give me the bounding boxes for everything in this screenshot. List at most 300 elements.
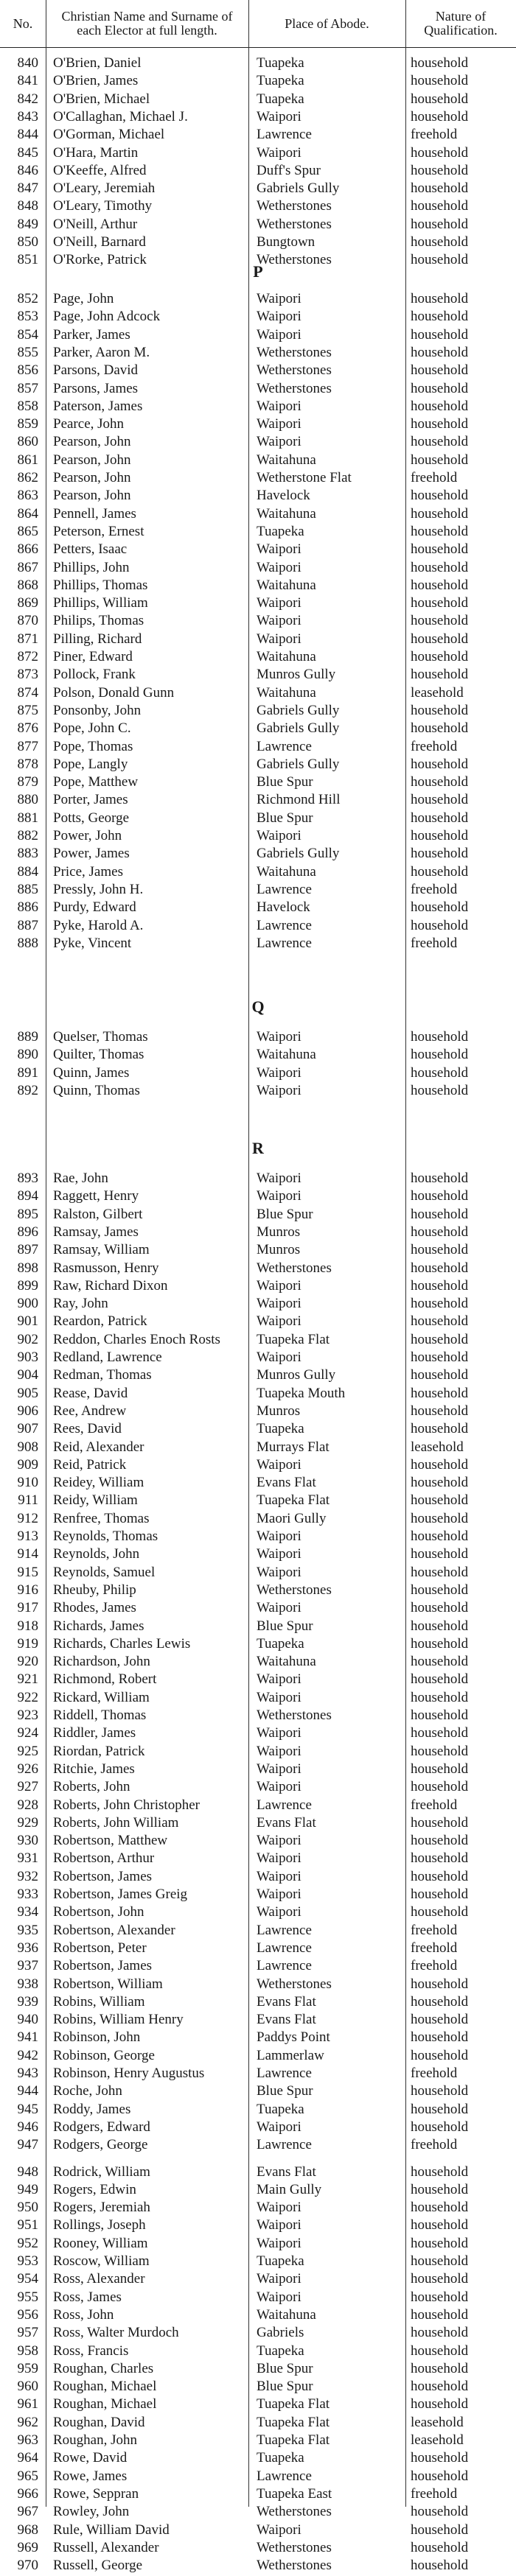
qualification: household: [411, 1296, 469, 1312]
elector-name: Pressly, John H.: [53, 881, 144, 897]
qualification: household: [411, 2539, 469, 2555]
qualification: household: [411, 774, 469, 790]
qualification: household: [411, 1421, 469, 1437]
place-of-abode: Wetherstones: [257, 380, 332, 396]
place-of-abode: Waipori: [257, 416, 301, 432]
qualification: household: [411, 1403, 469, 1419]
qualification: household: [411, 362, 469, 379]
place-of-abode: Duff's Spur: [257, 162, 321, 178]
qualification: household: [411, 380, 469, 396]
qualification: household: [411, 1546, 469, 1562]
elector-number: 959: [17, 2360, 38, 2376]
place-of-abode: Tuapeka Flat: [257, 1492, 330, 1509]
qualification: household: [411, 1635, 469, 1652]
elector-number: 845: [17, 144, 38, 161]
elector-number: 939: [17, 1993, 38, 2010]
elector-number: 901: [17, 1313, 38, 1330]
elector-name: Robertson, Peter: [53, 1940, 147, 1956]
place-of-abode: Munros: [257, 1224, 301, 1240]
place-of-abode: Waitahuna: [257, 452, 316, 468]
qualification: freehold: [411, 2066, 458, 2081]
elector-name: Robertson, Matthew: [53, 1833, 168, 1849]
place-of-abode: Lawrence: [257, 917, 312, 933]
place-of-abode: Tuapeka Flat: [257, 2432, 330, 2448]
place-of-abode: Waitahuna: [257, 684, 316, 701]
elector-name: Parker, Aaron M.: [53, 344, 150, 360]
place-of-abode: Waipori: [257, 1350, 301, 1365]
elector-number: 873: [17, 667, 38, 683]
elector-number: 877: [17, 738, 38, 754]
qualification: household: [411, 2083, 469, 2099]
qualification: household: [411, 2253, 469, 2269]
elector-number: 871: [17, 631, 38, 647]
qualification: household: [411, 828, 469, 843]
place-of-abode: Tuapeka Flat: [257, 2414, 330, 2430]
place-of-abode: Blue Spur: [257, 2360, 313, 2376]
qualification: household: [411, 2521, 469, 2538]
elector-number: 876: [17, 720, 38, 737]
elector-name: Ree, Andrew: [53, 1403, 127, 1419]
elector-number: 937: [17, 1958, 38, 1974]
elector-number: 908: [17, 1439, 38, 1455]
qualification: household: [411, 1582, 469, 1598]
elector-number: 961: [17, 2396, 38, 2412]
elector-name: Rodrick, William: [53, 2163, 150, 2180]
qualification: household: [411, 2163, 469, 2180]
qualification: freehold: [411, 1940, 458, 1956]
place-of-abode: Wetherstones: [257, 216, 332, 232]
elector-number: 951: [17, 2217, 38, 2233]
elector-name: Robertson, James: [53, 1868, 153, 1884]
place-of-abode: Wetherstones: [257, 2539, 332, 2555]
place-of-abode: Lawrence: [257, 738, 312, 754]
place-of-abode: Waipori: [257, 1904, 301, 1920]
elector-name: Phillips, John: [53, 559, 130, 575]
elector-name: Roberts, John Christopher: [53, 1797, 200, 1813]
qualification: household: [411, 541, 469, 558]
place-of-abode: Waitahuna: [257, 505, 316, 522]
qualification: freehold: [411, 2137, 458, 2153]
elector-name: Reidy, William: [53, 1492, 138, 1509]
elector-number: 913: [17, 1529, 38, 1544]
place-of-abode: Waipori: [257, 1277, 301, 1294]
qualification: household: [411, 1976, 469, 1992]
elector-number: 960: [17, 2379, 38, 2395]
elector-name: Reid, Patrick: [53, 1456, 127, 1473]
elector-name: Pope, John C.: [53, 720, 131, 737]
elector-name: Quinn, James: [53, 1064, 130, 1081]
elector-name: Parsons, David: [53, 362, 139, 379]
elector-name: O'Callaghan, Michael J.: [53, 108, 188, 124]
place-of-abode: Waipori: [257, 1029, 301, 1045]
qualification: household: [411, 1064, 469, 1081]
elector-name: O'Gorman, Michael: [53, 127, 165, 143]
elector-number: 863: [17, 488, 38, 504]
elector-name: Rule, William David: [53, 2521, 170, 2538]
place-of-abode: Gabriels Gully: [257, 702, 340, 718]
elector-number: 924: [17, 1725, 38, 1741]
elector-number: 884: [17, 863, 38, 880]
qualification: household: [411, 702, 469, 718]
place-of-abode: Lawrence: [257, 2468, 312, 2484]
elector-name: Phillips, Thomas: [53, 577, 148, 593]
elector-number: 853: [17, 309, 38, 325]
elector-number: 926: [17, 1761, 38, 1777]
elector-number: 850: [17, 234, 38, 250]
elector-number: 946: [17, 2119, 38, 2135]
elector-name: Pearson, John: [53, 488, 131, 504]
qualification: household: [411, 1029, 469, 1045]
elector-name: Reddon, Charles Enoch Rosts: [53, 1331, 220, 1347]
elector-number: 900: [17, 1296, 38, 1312]
elector-number: 885: [17, 881, 38, 897]
place-of-abode: Tuapeka Flat: [257, 2396, 330, 2412]
elector-name: Robertson, James: [53, 1958, 153, 1974]
qualification: household: [411, 55, 469, 71]
elector-number: 923: [17, 1708, 38, 1723]
place-of-abode: Blue Spur: [257, 2379, 313, 2395]
elector-name: Roughan, Michael: [53, 2396, 157, 2412]
elector-row: [0, 2555, 516, 2576]
place-of-abode: Lawrence: [257, 1922, 312, 1938]
elector-name: Robertson, William: [53, 1976, 163, 1992]
qualification: household: [411, 2217, 469, 2233]
qualification: household: [411, 1047, 469, 1063]
elector-number: 847: [17, 180, 38, 197]
place-of-abode: Gabriels: [257, 2325, 304, 2341]
qualification: household: [411, 1743, 469, 1759]
qualification: household: [411, 899, 469, 916]
elector-name: Roughan, John: [53, 2432, 137, 2448]
elector-number: 948: [17, 2163, 38, 2180]
elector-number: 869: [17, 595, 38, 611]
place-of-abode: Evans Flat: [257, 2012, 316, 2028]
qualification: household: [411, 1887, 469, 1902]
place-of-abode: Tuapeka Mouth: [257, 1385, 346, 1401]
elector-number: 890: [17, 1047, 38, 1063]
qualification: household: [411, 631, 469, 647]
elector-number: 844: [17, 127, 38, 143]
qualification: household: [411, 2306, 469, 2323]
elector-number: 935: [17, 1922, 38, 1938]
elector-number: 914: [17, 1546, 38, 1562]
place-of-abode: Waipori: [257, 1546, 301, 1562]
header-name: [46, 0, 248, 48]
elector-number: 934: [17, 1904, 38, 1920]
elector-number: 911: [18, 1492, 38, 1509]
qualification: household: [411, 1993, 469, 2010]
qualification: household: [411, 2181, 469, 2197]
place-of-abode: Munros: [257, 1242, 301, 1258]
elector-name: Robins, William Henry: [53, 2012, 184, 2028]
place-of-abode: Waipori: [257, 1564, 301, 1580]
place-of-abode: Lawrence: [257, 1940, 312, 1956]
qualification: household: [411, 1833, 469, 1849]
elector-number: 887: [17, 917, 38, 933]
place-of-abode: Lawrence: [257, 881, 312, 897]
place-of-abode: Murrays Flat: [257, 1439, 330, 1455]
elector-name: Pearson, John: [53, 434, 131, 450]
qualification: household: [411, 2342, 469, 2359]
elector-number: 886: [17, 899, 38, 916]
elector-number: 879: [17, 774, 38, 790]
qualification: household: [411, 452, 469, 468]
elector-name: Purdy, Edward: [53, 899, 136, 916]
elector-name: Reynolds, Samuel: [53, 1564, 156, 1580]
elector-number: 907: [17, 1421, 38, 1437]
elector-name: Peterson, Ernest: [53, 523, 144, 539]
place-of-abode: Lawrence: [257, 935, 312, 951]
elector-number: 936: [17, 1940, 38, 1956]
place-of-abode: Tuapeka: [257, 55, 304, 71]
elector-number: 933: [17, 1887, 38, 1902]
elector-name: Ritchie, James: [53, 1761, 135, 1777]
qualification: household: [411, 1331, 469, 1347]
place-of-abode: Waitahuna: [257, 863, 316, 880]
elector-number: 967: [17, 2504, 38, 2520]
place-of-abode: Evans Flat: [257, 1993, 316, 2010]
elector-row: [0, 1081, 516, 1101]
place-of-abode: Tuapeka: [257, 1421, 304, 1437]
qualification: household: [411, 1868, 469, 1884]
qualification: household: [411, 1206, 469, 1222]
elector-name: Rogers, Jeremiah: [53, 2200, 150, 2216]
place-of-abode: Waitahuna: [257, 649, 316, 664]
elector-number: 945: [17, 2101, 38, 2117]
elector-name: Pearce, John: [53, 416, 125, 432]
place-of-abode: Waipori: [257, 1743, 301, 1759]
elector-name: Parsons, James: [53, 380, 139, 396]
elector-number: 868: [17, 577, 38, 593]
place-of-abode: Tuapeka: [257, 2450, 304, 2466]
place-of-abode: Munros Gully: [257, 1367, 336, 1383]
place-of-abode: Evans Flat: [257, 1475, 316, 1491]
elector-number: 930: [17, 1833, 38, 1849]
place-of-abode: Waipori: [257, 2217, 301, 2233]
qualification: freehold: [411, 738, 458, 754]
place-of-abode: Waipori: [257, 631, 301, 647]
place-of-abode: Waipori: [257, 326, 301, 343]
place-of-abode: Wetherstones: [257, 344, 332, 360]
place-of-abode: Waipori: [257, 1671, 301, 1688]
place-of-abode: Blue Spur: [257, 1206, 313, 1222]
elector-name: Rae, John: [53, 1171, 108, 1186]
qualification: household: [411, 1242, 469, 1258]
qualification: household: [411, 434, 469, 450]
elector-name: O'Rorke, Patrick: [53, 252, 147, 268]
elector-number: 858: [17, 398, 38, 414]
qualification: leasehold: [411, 2432, 464, 2448]
elector-name: Power, John: [53, 828, 122, 843]
elector-name: Price, James: [53, 863, 123, 880]
place-of-abode: Evans Flat: [257, 2163, 316, 2180]
place-of-abode: Waipori: [257, 144, 301, 161]
elector-number: 928: [17, 1797, 38, 1813]
elector-number: 925: [17, 1743, 38, 1759]
elector-name: Parker, James: [53, 326, 130, 343]
qualification: household: [411, 649, 469, 664]
qualification: household: [411, 1689, 469, 1705]
place-of-abode: Blue Spur: [257, 810, 313, 826]
elector-name: Roughan, David: [53, 2414, 145, 2430]
elector-name: Reardon, Patrick: [53, 1313, 147, 1330]
header-no-label: No.: [13, 15, 33, 31]
elector-number: 872: [17, 649, 38, 664]
elector-number: 968: [17, 2521, 38, 2538]
elector-number: 855: [17, 344, 38, 360]
place-of-abode: Waitahuna: [257, 577, 316, 593]
elector-number: 866: [17, 541, 38, 558]
qualification: household: [411, 416, 469, 432]
elector-name: Richmond, Robert: [53, 1671, 157, 1688]
elector-number: 841: [17, 73, 38, 89]
elector-number: 906: [17, 1403, 38, 1419]
elector-name: Pope, Matthew: [53, 774, 139, 790]
header-qual: [405, 0, 516, 48]
qualification: household: [411, 1492, 469, 1509]
elector-name: Richardson, John: [53, 1654, 150, 1670]
elector-name: Rees, David: [53, 1421, 122, 1437]
header-abode: [248, 0, 405, 48]
place-of-abode: Waipori: [257, 2119, 301, 2135]
elector-name: Pope, Langly: [53, 756, 128, 772]
elector-name: Reynolds, John: [53, 1546, 140, 1562]
qualification: household: [411, 505, 469, 522]
elector-name: Roberts, John: [53, 1779, 130, 1795]
qualification: household: [411, 577, 469, 593]
place-of-abode: Havelock: [257, 488, 310, 504]
place-of-abode: Gabriels Gully: [257, 846, 340, 862]
elector-number: 920: [17, 1654, 38, 1670]
elector-row: [0, 2135, 516, 2155]
qualification: household: [411, 792, 469, 808]
elector-name: Riordan, Patrick: [53, 1743, 145, 1759]
elector-name: Pyke, Harold A.: [53, 917, 144, 933]
qualification: household: [411, 2468, 469, 2484]
elector-name: Paterson, James: [53, 398, 143, 414]
qualification: household: [411, 1510, 469, 1526]
qualification: freehold: [411, 1797, 458, 1813]
elector-name: Roughan, Charles: [53, 2360, 154, 2376]
qualification: household: [411, 1761, 469, 1777]
elector-name: Porter, James: [53, 792, 128, 808]
elector-number: 849: [17, 216, 38, 232]
elector-name: Ramsay, James: [53, 1224, 139, 1240]
elector-name: Roscow, William: [53, 2253, 150, 2269]
elector-name: Rooney, William: [53, 2235, 148, 2251]
elector-name: Pyke, Vincent: [53, 935, 132, 951]
place-of-abode: Havelock: [257, 899, 310, 916]
qualification: household: [411, 488, 469, 504]
place-of-abode: Tuapeka: [257, 2342, 304, 2359]
place-of-abode: Waipori: [257, 398, 301, 414]
place-of-abode: Wetherstones: [257, 1260, 332, 1276]
elector-number: 910: [17, 1475, 38, 1491]
elector-name: Raggett, Henry: [53, 1188, 139, 1204]
elector-name: Ramsay, William: [53, 1242, 150, 1258]
qualification: household: [411, 326, 469, 343]
place-of-abode: Wetherstones: [257, 198, 332, 214]
qualification: household: [411, 1814, 469, 1831]
qualification: household: [411, 1671, 469, 1688]
elector-number: 970: [17, 2558, 38, 2574]
qualification: household: [411, 2271, 469, 2287]
elector-name: Ross, Francis: [53, 2342, 129, 2359]
qualification: household: [411, 2200, 469, 2216]
qualification: household: [411, 2235, 469, 2251]
qualification: household: [411, 810, 469, 826]
place-of-abode: Wetherstone Flat: [257, 470, 352, 485]
qualification: household: [411, 2379, 469, 2395]
place-of-abode: Gabriels Gully: [257, 756, 340, 772]
elector-number: 875: [17, 702, 38, 718]
elector-name: Page, John: [53, 291, 114, 306]
elector-number: 919: [17, 1635, 38, 1652]
qualification: household: [411, 2325, 469, 2341]
elector-number: 962: [17, 2414, 38, 2430]
place-of-abode: Waipori: [257, 309, 301, 325]
qualification: household: [411, 2119, 469, 2135]
qualification: household: [411, 2047, 469, 2063]
elector-number: 891: [17, 1064, 38, 1081]
elector-number: 902: [17, 1331, 38, 1347]
elector-number: 915: [17, 1564, 38, 1580]
elector-number: 912: [17, 1510, 38, 1526]
elector-row: [0, 933, 516, 954]
qualification: household: [411, 234, 469, 250]
elector-number: 956: [17, 2306, 38, 2323]
place-of-abode: Waipori: [257, 1850, 301, 1867]
qualification: household: [411, 2029, 469, 2046]
elector-number: 848: [17, 198, 38, 214]
elector-name: O'Brien, Michael: [53, 91, 150, 107]
place-of-abode: Waitahuna: [257, 1654, 316, 1670]
qualification: leasehold: [411, 1439, 464, 1455]
qualification: leasehold: [411, 2414, 464, 2430]
qualification: household: [411, 863, 469, 880]
place-of-abode: Munros Gully: [257, 667, 336, 683]
elector-name: Ross, John: [53, 2306, 114, 2323]
place-of-abode: Lawrence: [257, 1958, 312, 1974]
elector-name: O'Neill, Arthur: [53, 216, 138, 232]
elector-number: 917: [17, 1600, 38, 1616]
elector-name: O'Keeffe, Alfred: [53, 162, 147, 178]
elector-number: 857: [17, 380, 38, 396]
elector-name: Quilter, Thomas: [53, 1047, 144, 1063]
place-of-abode: Tuapeka: [257, 523, 304, 539]
place-of-abode: Waipori: [257, 2289, 301, 2305]
place-of-abode: Waipori: [257, 828, 301, 843]
place-of-abode: Waipori: [257, 434, 301, 450]
elector-name: O'Brien, Daniel: [53, 55, 142, 71]
qualification: household: [411, 1277, 469, 1294]
qualification: household: [411, 720, 469, 737]
elector-number: 916: [17, 1582, 38, 1598]
elector-name: Redland, Lawrence: [53, 1350, 162, 1365]
place-of-abode: Lawrence: [257, 2066, 312, 2081]
place-of-abode: Tuapeka: [257, 1635, 304, 1652]
elector-number: 955: [17, 2289, 38, 2305]
place-of-abode: Lawrence: [257, 127, 312, 143]
header-abode-label: Place of Abode.: [285, 15, 369, 31]
qualification: freehold: [411, 2485, 458, 2502]
elector-number: 878: [17, 756, 38, 772]
header-qual-line-2: Qualification.: [424, 23, 498, 38]
elector-number: 898: [17, 1260, 38, 1276]
place-of-abode: Waipori: [257, 1600, 301, 1616]
qualification: household: [411, 1850, 469, 1867]
place-of-abode: Waipori: [257, 541, 301, 558]
